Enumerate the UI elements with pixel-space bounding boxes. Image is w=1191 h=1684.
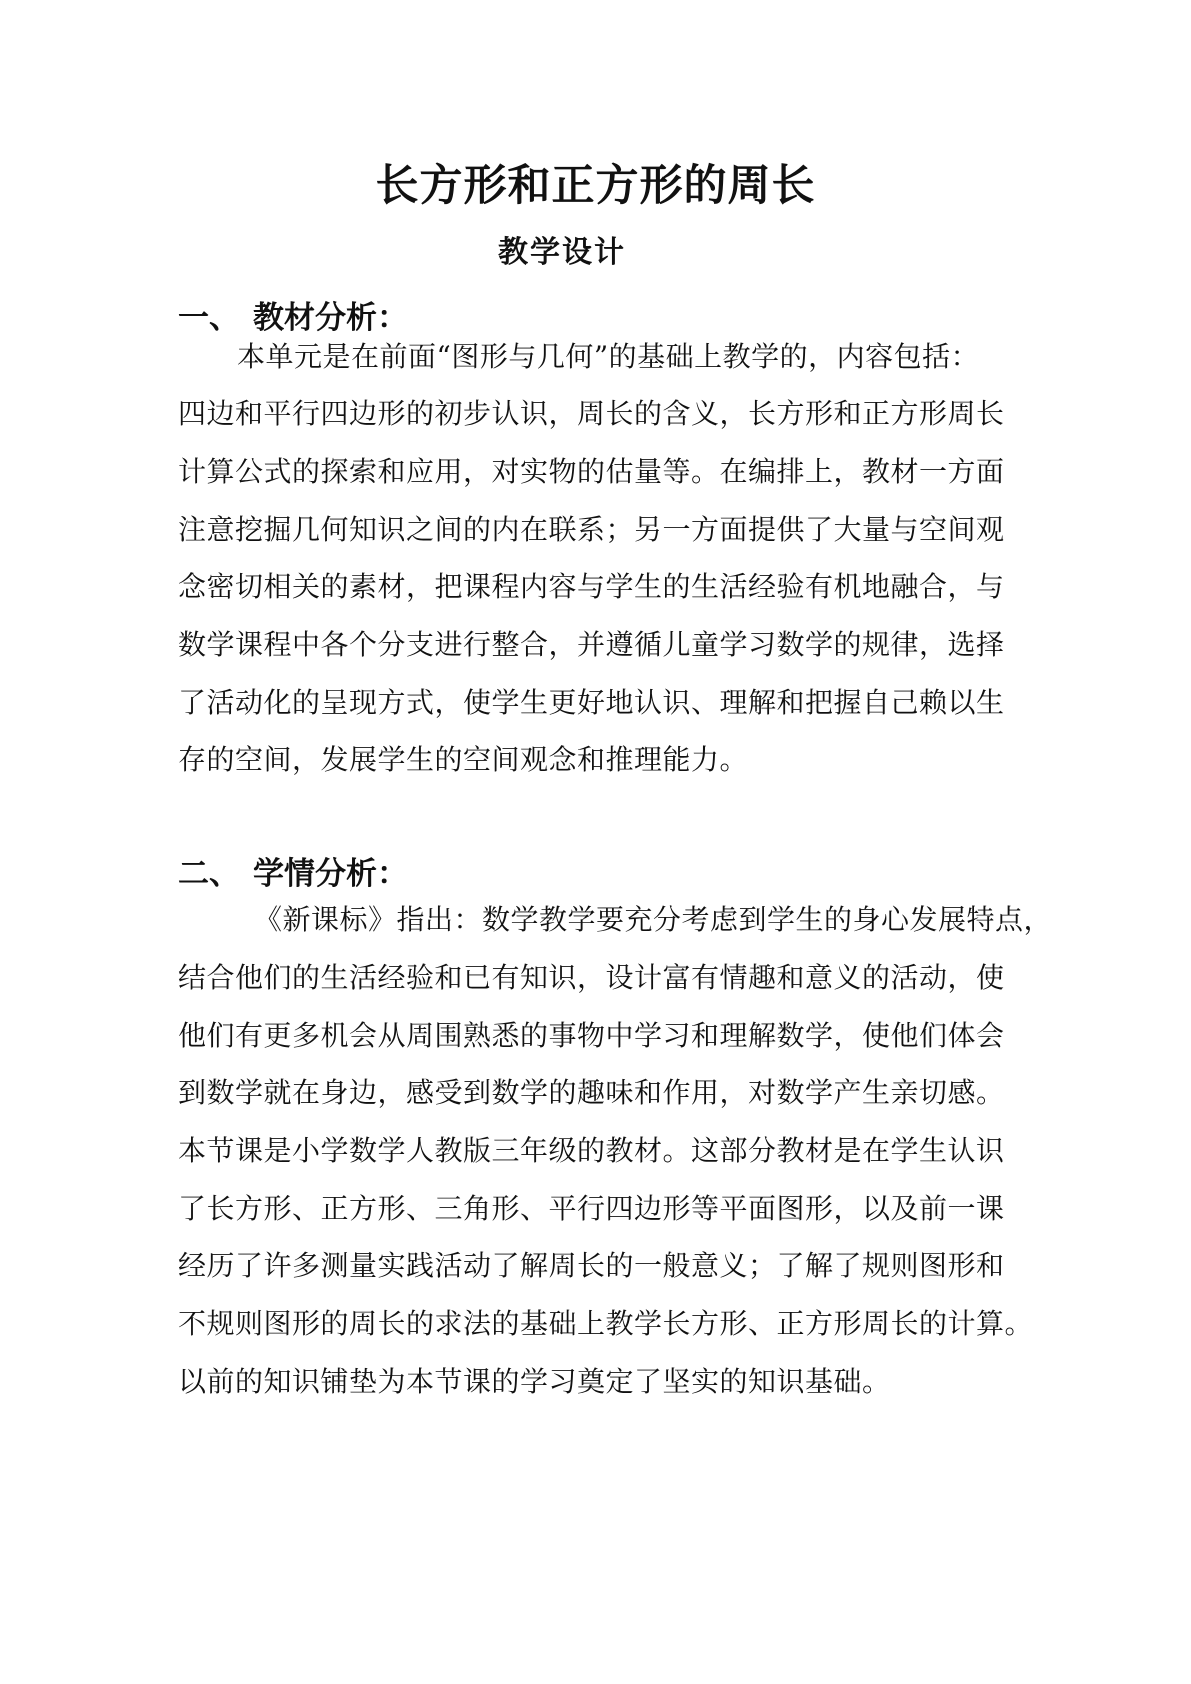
- paragraph-line: 念密切相关的素材，把课程内容与学生的生活经验有机地融合，与: [178, 570, 1005, 603]
- paragraph-line: 结合他们的生活经验和已有知识，设计富有情趣和意义的活动，使: [178, 961, 1005, 994]
- paragraph-line: 四边和平行四边形的初步认识，周长的含义，长方形和正方形周长: [178, 397, 1005, 430]
- paragraph-line: 到数学就在身边，感受到数学的趣味和作用，对数学产生亲切感。: [178, 1076, 1005, 1109]
- document-title: 长方形和正方形的周长: [375, 161, 816, 211]
- paragraph-line: 本单元是在前面“图形与几何”的基础上教学的，内容包括：: [237, 340, 980, 373]
- paragraph-line: 了活动化的呈现方式，使学生更好地认识、理解和把握自己赖以生: [178, 686, 1005, 719]
- paragraph-line: 本节课是小学数学人教版三年级的教材。这部分教材是在学生认识: [178, 1134, 1005, 1167]
- section-title: 学情分析：: [253, 856, 408, 892]
- paragraph-line: 《新课标》指出：数学教学要充分考虑到学生的身心发展特点，: [254, 903, 1053, 936]
- document-subtitle: 教学设计: [498, 235, 626, 270]
- section-number: 二、: [178, 856, 240, 892]
- paragraph-line: 不规则图形的周长的求法的基础上教学长方形、正方形周长的计算。: [178, 1307, 1034, 1340]
- paragraph-line: 注意挖掘几何知识之间的内在联系；另一方面提供了大量与空间观: [178, 513, 1005, 546]
- section-heading-learner-analysis: [178, 856, 408, 892]
- section-heading-teaching-material-analysis: [178, 300, 408, 336]
- paragraph-line: 他们有更多机会从周围熟悉的事物中学习和理解数学，使他们体会: [178, 1019, 1005, 1052]
- paragraph-line: 了长方形、正方形、三角形、平行四边形等平面图形，以及前一课: [178, 1192, 1005, 1225]
- section-title: 教材分析：: [253, 300, 408, 336]
- paragraph-line: 以前的知识铺垫为本节课的学习奠定了坚实的知识基础。: [178, 1365, 891, 1398]
- paragraph-line: 存的空间，发展学生的空间观念和推理能力。: [178, 743, 749, 776]
- paragraph-line: 经历了许多测量实践活动了解周长的一般意义；了解了规则图形和: [178, 1249, 1005, 1282]
- paragraph-line: 数学课程中各个分支进行整合，并遵循儿童学习数学的规律，选择: [178, 628, 1005, 661]
- section-number: 一、: [178, 300, 240, 336]
- paragraph-line: 计算公式的探索和应用，对实物的估量等。在编排上，教材一方面: [178, 455, 1005, 488]
